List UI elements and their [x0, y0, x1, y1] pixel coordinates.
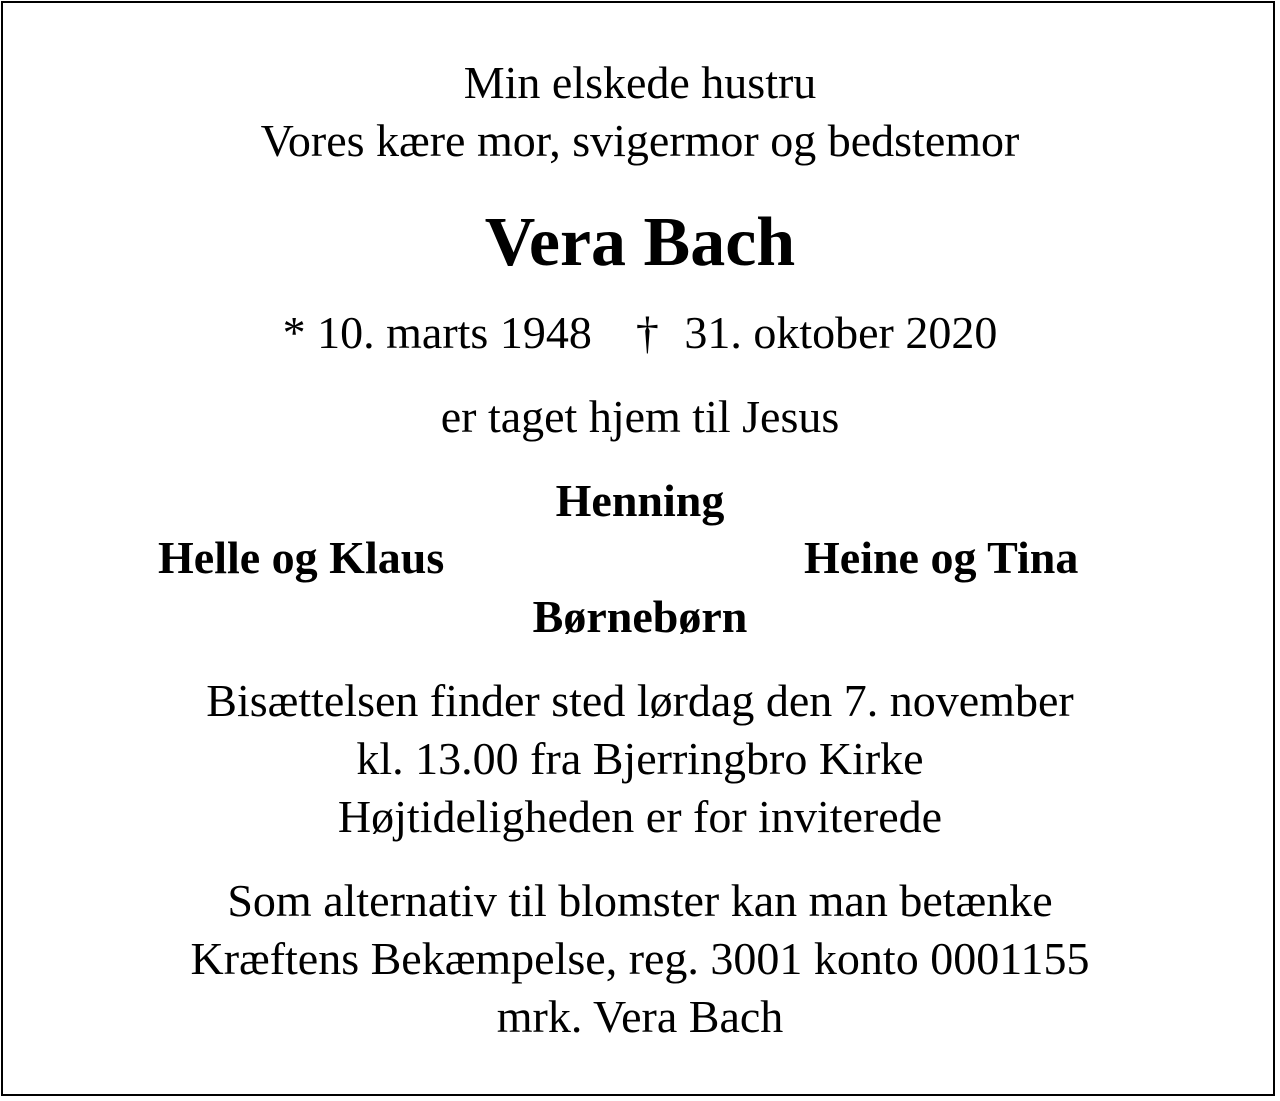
donation-line-2: Kræftens Bekæmpelse, reg. 3001 konto 0001155 — [190, 933, 1090, 984]
children-left: Helle og Klaus — [158, 532, 445, 583]
death-date: 31. oktober 2020 — [684, 307, 998, 358]
death-symbol: † — [635, 307, 659, 358]
funeral-line-3: Højtideligheden er for inviterede — [337, 791, 943, 842]
life-dates — [0, 307, 1280, 358]
spouse-name: Henning — [555, 475, 725, 526]
intro-line-2: Vores kære mor, svigermor og bedstemor — [260, 115, 1020, 166]
funeral-line-2: kl. 13.00 fra Bjerringbro Kirke — [356, 733, 924, 784]
donation-line-1: Som alternativ til blomster kan man betænke — [227, 875, 1053, 926]
deceased-name: Vera Bach — [484, 204, 796, 281]
intro-line-1: Min elskede hustru — [463, 57, 817, 108]
children-right: Heine og Tina — [804, 532, 1079, 583]
funeral-line-1: Bisættelsen finder sted lørdag den 7. november — [206, 675, 1074, 726]
birth-date: 10. marts 1948 — [317, 307, 592, 358]
passing-phrase: er taget hjem til Jesus — [440, 391, 840, 442]
birth-symbol: * — [282, 307, 306, 358]
donation-line-3: mrk. Vera Bach — [496, 991, 784, 1042]
grandchildren: Børnebørn — [532, 591, 748, 642]
